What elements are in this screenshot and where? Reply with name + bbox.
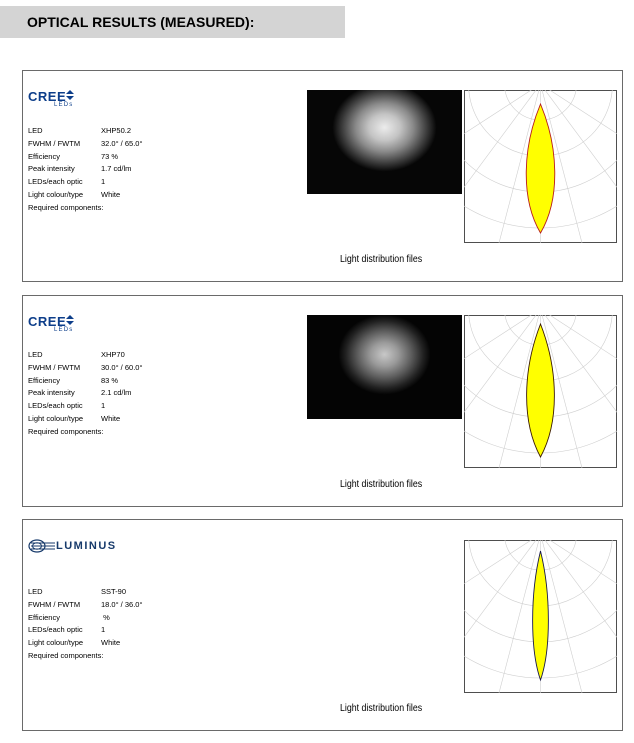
light-distribution-files-link[interactable]: Light distribution files — [340, 703, 423, 714]
spec-row: LED XHP50.2 — [28, 126, 132, 135]
polar-diagram — [464, 315, 617, 468]
spec-table — [28, 349, 142, 439]
spec-row: FWHM / FWTM 32.0° / 65.0° — [28, 138, 143, 148]
spec-row: Efficiency 83 % — [28, 375, 119, 385]
led-result-card: LUMINUS LED SST-90 FWHM / FWTM 18.0° / 36.0° Efficiency % LEDs/each optic 1 Light colour/type White Required components: Light distribution files — [22, 519, 623, 731]
spec-table — [28, 125, 142, 215]
beam-photo — [307, 315, 462, 419]
spec-row: LED SST-90 — [28, 587, 127, 596]
cree-logo-mark — [65, 90, 75, 100]
light-distribution-files-link[interactable]: Light distribution files — [340, 479, 423, 490]
spec-row: FWHM / FWTM 18.0° / 36.0° — [28, 599, 143, 609]
spec-row: Peak intensity 2.1 cd/lm — [28, 388, 132, 398]
spec-row: LEDs/each optic 1 — [28, 625, 106, 635]
luminus-logo-mark — [28, 539, 56, 553]
spec-row: Required components: — [28, 426, 104, 436]
polar-diagram — [464, 540, 617, 693]
spec-row: Efficiency % — [28, 612, 110, 622]
led-result-card — [22, 295, 623, 507]
light-distribution-files-link[interactable]: Light distribution files — [340, 254, 423, 265]
cree-logo: CREE LEDs — [28, 314, 74, 333]
page-title: OPTICAL RESULTS (MEASURED): — [27, 14, 255, 30]
spec-table — [28, 586, 142, 663]
spec-row: Light colour/type White — [28, 638, 121, 648]
cree-logo-mark — [65, 315, 75, 325]
spec-row: Required components: — [28, 650, 104, 660]
polar-diagram — [464, 90, 617, 243]
spec-row: Peak intensity 1.7 cd/lm — [28, 164, 132, 174]
section-header — [0, 6, 345, 38]
spec-row: LEDs/each optic 1 — [28, 401, 106, 411]
spec-row: FWHM / FWTM 30.0° / 60.0° — [28, 362, 143, 372]
spec-row: Required components: — [28, 202, 104, 212]
spec-row: Light colour/type White — [28, 189, 121, 199]
spec-row: Light colour/type White — [28, 413, 121, 423]
beam-photo — [307, 90, 462, 194]
led-result-card — [22, 70, 623, 282]
cree-logo: CREE LEDs — [28, 89, 74, 108]
spec-row: LED XHP70 — [28, 350, 125, 359]
spec-row: Efficiency 73 % — [28, 151, 119, 161]
spec-row: LEDs/each optic 1 — [28, 177, 106, 187]
